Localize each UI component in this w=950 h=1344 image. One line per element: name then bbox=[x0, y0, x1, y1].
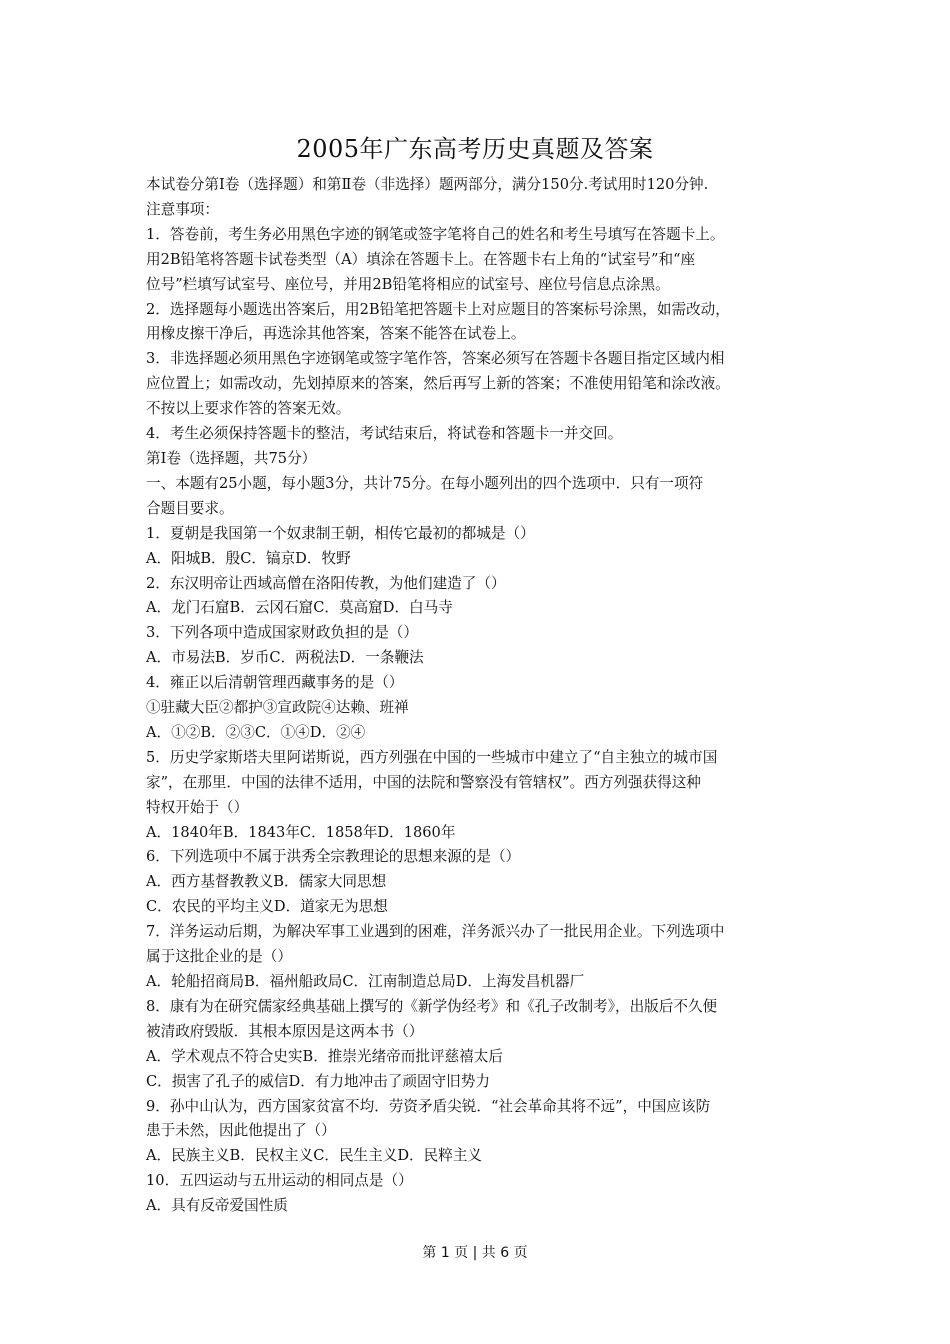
text-line: A．阳城B．殷C．镐京D．牧野 bbox=[146, 549, 351, 567]
text-line: 特权开始于（） bbox=[146, 798, 249, 816]
text-line: A．①②B．②③C．①④D．②④ bbox=[146, 723, 366, 741]
text-line: 9．孙中山认为，西方国家贫富不均．劳资矛盾尖锐．“社会革命其将不远”，中国应该防 bbox=[146, 1097, 711, 1115]
document-body bbox=[146, 173, 806, 1219]
text-line: 8．康有为在研究儒家经典基础上撰写的《新学伪经考》和《孔子改制考》，出版后不久便 bbox=[146, 997, 718, 1015]
text-line: ①驻藏大臣②都护③宣政院④达赖、班禅 bbox=[146, 699, 409, 717]
text-line: 3．非选择题必须用黑色字迹钢笔或签字笔作答，答案必须写在答题卡各题目指定区域内相 bbox=[146, 350, 725, 368]
text-line: 用橡皮擦干净后，再选涂其他答案，答案不能答在试卷上。 bbox=[146, 325, 526, 343]
text-line: 本试卷分第Ⅰ卷（选择题）和第Ⅱ卷（非选择）题两部分，满分150分.考试用时120分钟. bbox=[146, 176, 709, 193]
document-title: 2005年广东高考历史真题及答案 bbox=[296, 135, 654, 163]
text-line: C．损害了孔子的威信D．有力地冲击了顽固守旧势力 bbox=[146, 1072, 490, 1090]
text-line: 属于这批企业的是（） bbox=[146, 948, 292, 966]
text-line: 2．东汉明帝让西域高僧在洛阳传教，为他们建造了（） bbox=[146, 574, 506, 592]
text-line: 4．考生必须保持答题卡的整洁，考试结束后，将试卷和答题卡一并交回。 bbox=[146, 425, 623, 443]
text-line: 第Ⅰ卷（选择题，共75分） bbox=[146, 449, 317, 467]
text-line: 不按以上要求作答的答案无效。 bbox=[146, 400, 351, 418]
text-line: A．西方基督教教义B．儒家大同思想 bbox=[146, 873, 387, 891]
text-line: A．学术观点不符合史实B．推崇光绪帝而批评慈禧太后 bbox=[146, 1047, 503, 1065]
text-line: 3．下列各项中造成国家财政负担的是（） bbox=[146, 624, 418, 642]
text-line: 合题目要求。 bbox=[146, 499, 234, 517]
text-line: 5．历史学家斯塔夫里阿诺斯说，西方列强在中国的一些城市中建立了“自主独立的城市国 bbox=[146, 748, 718, 766]
text-line: A．市易法B．岁币C．两税法D．一条鞭法 bbox=[146, 649, 424, 667]
text-line: A．1840年B．1843年C．1858年D．1860年 bbox=[146, 823, 456, 841]
page-footer: 第 1 页 | 共 6 页 bbox=[422, 1245, 528, 1261]
text-line: 用2B铅笔将答题卡试卷类型（A）填涂在答题卡上。在答题卡右上角的“试室号”和“座 bbox=[146, 250, 696, 268]
text-line: 1．答卷前，考生务必用黑色字迹的钢笔或签字笔将自己的姓名和考生号填写在答题卡上。 bbox=[146, 225, 725, 243]
text-line: 4．雍正以后清朝管理西藏事务的是（） bbox=[146, 674, 404, 692]
text-line: A．民族主义B．民权主义C．民生主义D．民粹主义 bbox=[146, 1147, 483, 1165]
text-line: A．龙门石窟B．云冈石窟C．莫高窟D．白马寺 bbox=[146, 599, 453, 617]
text-line: 6．下列选项中不属于洪秀全宗教理论的思想来源的是（） bbox=[146, 848, 521, 866]
text-line: 应位置上；如需改动，先划掉原来的答案，然后再写上新的答案；不准使用铅笔和涂改液。 bbox=[146, 375, 730, 393]
text-line: 注意事项： bbox=[146, 200, 219, 218]
text-line: 一、本题有25小题，每小题3分，共计75分。在每小题列出的四个选项中．只有一项符 bbox=[146, 474, 704, 492]
text-line: 家”，在那里．中国的法律不适用，中国的法院和警察没有管辖权”。西方列强获得这种 bbox=[146, 773, 701, 791]
text-line: 位号”栏填写试室号、座位号，并用2B铅笔将相应的试室号、座位号信息点涂黑。 bbox=[146, 275, 670, 293]
text-line: 10．五四运动与五卅运动的相同点是（） bbox=[146, 1172, 413, 1190]
text-line: C．农民的平均主义D．道家无为思想 bbox=[146, 898, 388, 916]
text-line: 7．洋务运动后期，为解决军事工业遇到的困难，洋务派兴办了一批民用企业。下列选项中 bbox=[146, 923, 725, 941]
text-line: 2．选择题每小题选出答案后，用2B铅笔把答题卡上对应题目的答案标号涂黑，如需改动， bbox=[146, 300, 730, 318]
text-line: 被清政府毁版．其根本原因是这两本书（） bbox=[146, 1022, 424, 1040]
text-line: A．具有反帝爱国性质 bbox=[146, 1197, 288, 1215]
text-line: A．轮船招商局B．福州船政局C．江南制造总局D．上海发昌机器厂 bbox=[146, 973, 585, 990]
text-line: 患于未然，因此他提出了（） bbox=[146, 1122, 336, 1140]
text-line: 1．夏朝是我国第一个奴隶制王朝，相传它最初的都城是（） bbox=[146, 524, 535, 542]
